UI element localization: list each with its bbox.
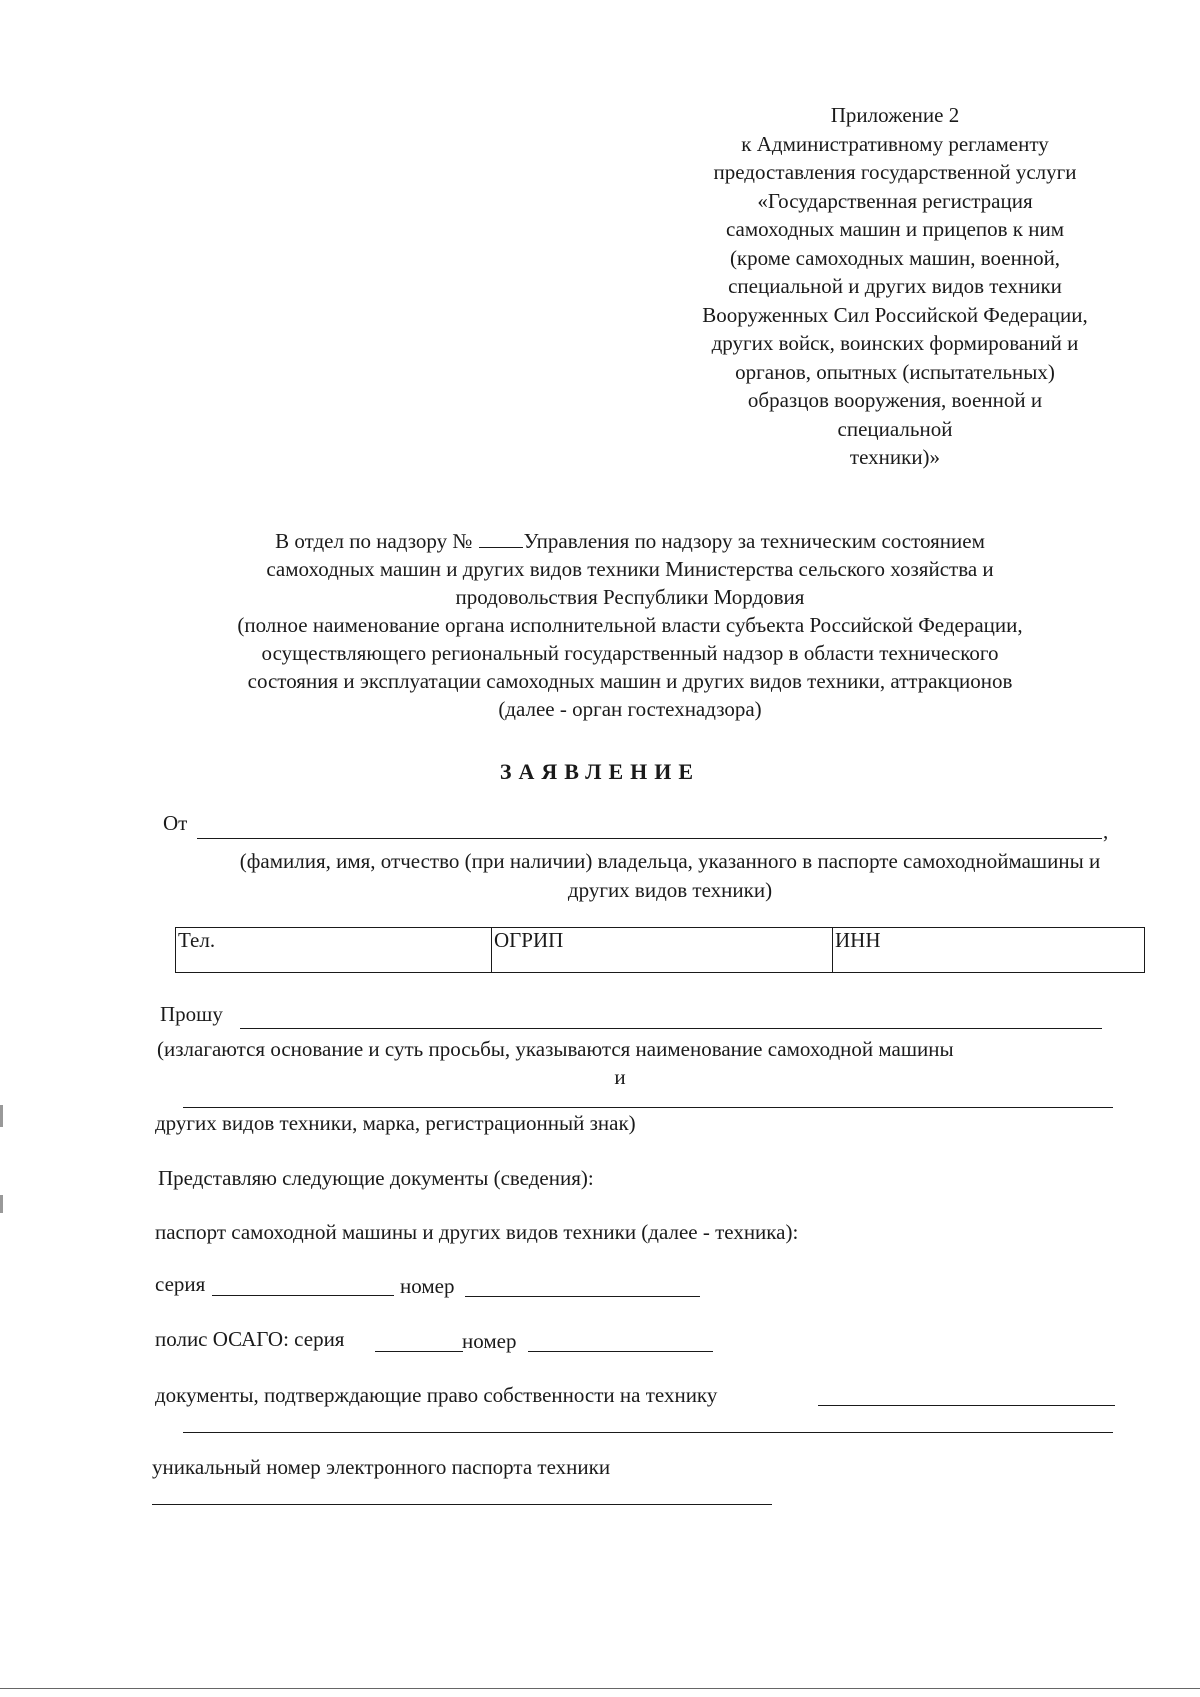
- appendix-line: Приложение 2: [830, 103, 960, 127]
- appendix-line: органов, опытных (испытательных): [735, 359, 1055, 384]
- appendix-line: (кроме самоходных машин, военной,: [729, 245, 1061, 270]
- epassport-label: уникальный номер электронного паспорта техники: [152, 1455, 611, 1479]
- osago-number-label: номер: [462, 1329, 517, 1353]
- authority-note-line: осуществляющего региональный государственный надзор в области технического: [261, 641, 999, 665]
- passport-series-label: серия: [155, 1272, 206, 1296]
- request-note-line-2: и: [614, 1065, 626, 1089]
- passport-number-field[interactable]: [465, 1296, 700, 1297]
- phone-label: Тел.: [178, 928, 216, 952]
- osago-series-label: полис ОСАГО: серия: [155, 1327, 345, 1351]
- from-note-line-2: других видов техники): [567, 878, 773, 902]
- from-trailing-comma: ,: [1103, 819, 1109, 843]
- appendix-line: специальной: [837, 416, 953, 441]
- scan-margin-mark: [0, 1195, 3, 1213]
- appendix-line: специальной и других видов техники: [728, 274, 1062, 298]
- ogrip-cell[interactable]: [492, 928, 833, 973]
- ogrip-label: ОГРИП: [494, 928, 564, 952]
- authority-note-line: (полное наименование органа исполнительной власти субъекта Российской Федерации,: [237, 613, 1023, 637]
- ownership-docs-field[interactable]: [818, 1405, 1115, 1406]
- authority-line-2: самоходных машин и других видов техники Министерства сельского хозяйства и: [266, 557, 994, 581]
- scan-bottom-edge: [0, 1688, 1200, 1689]
- request-note-line-1: (излагаются основание и суть просьбы, указываются наименование самоходной машины: [157, 1037, 954, 1061]
- phone-cell[interactable]: [176, 928, 492, 973]
- passport-series-field[interactable]: [212, 1295, 394, 1296]
- contact-table: [175, 927, 1145, 973]
- inn-cell[interactable]: [833, 928, 1145, 973]
- request-field-2[interactable]: [183, 1107, 1113, 1108]
- appendix-line: образцов вооружения, военной и: [747, 388, 1043, 412]
- appendix-line: Вооруженных Сил Российской Федерации,: [702, 302, 1088, 327]
- osago-number-field[interactable]: [528, 1351, 713, 1352]
- from-label: От: [163, 811, 188, 835]
- from-field[interactable]: [197, 838, 1102, 839]
- appendix-line: других войск, воинских формирований и: [711, 331, 1079, 355]
- documents-heading: Представляю следующие документы (сведения):: [158, 1166, 594, 1190]
- passport-label: паспорт самоходной машины и других видов техники (далее - техника):: [155, 1220, 799, 1244]
- from-note-line-1: (фамилия, имя, отчество (при наличии) владельца, указанного в паспорте самоходноймашины и: [239, 849, 1101, 873]
- ownership-docs-field-2[interactable]: [183, 1432, 1113, 1433]
- ownership-docs-label: документы, подтверждающие право собственности на технику: [155, 1383, 718, 1407]
- appendix-line: техники)»: [849, 445, 941, 469]
- request-note-line-3: других видов техники, марка, регистрационный знак): [155, 1111, 636, 1135]
- request-label: Прошу: [160, 1002, 223, 1026]
- department-number-field[interactable]: [479, 529, 523, 548]
- authority-note-line: (далее - орган гостехнадзора): [498, 697, 762, 721]
- appendix-line: самоходных машин и прицепов к ним: [725, 217, 1065, 241]
- osago-series-field[interactable]: [375, 1351, 463, 1352]
- document-title: ЗАЯВЛЕНИЕ: [499, 759, 701, 784]
- inn-label: ИНН: [835, 928, 881, 952]
- epassport-field[interactable]: [152, 1504, 772, 1505]
- passport-number-label: номер: [400, 1274, 455, 1298]
- authority-suffix: Управления по надзору за техническим состоянием: [523, 529, 985, 553]
- appendix-line: предоставления государственной услуги: [713, 160, 1077, 184]
- request-field[interactable]: [240, 1028, 1102, 1029]
- appendix-line: «Государственная регистрация: [757, 188, 1033, 213]
- authority-line-3: продовольствия Республики Мордовия: [455, 585, 805, 609]
- authority-line-1: [110, 527, 1150, 555]
- appendix-header: [650, 101, 1140, 472]
- table-row: [176, 928, 1145, 973]
- authority-block: [110, 527, 1150, 723]
- appendix-line: к Административному регламенту: [741, 131, 1049, 156]
- scan-margin-mark: [0, 1105, 3, 1127]
- authority-note-line: состояния и эксплуатации самоходных машин и других видов техники, аттракционов: [247, 669, 1013, 693]
- authority-prefix: В отдел по надзору №: [275, 529, 473, 553]
